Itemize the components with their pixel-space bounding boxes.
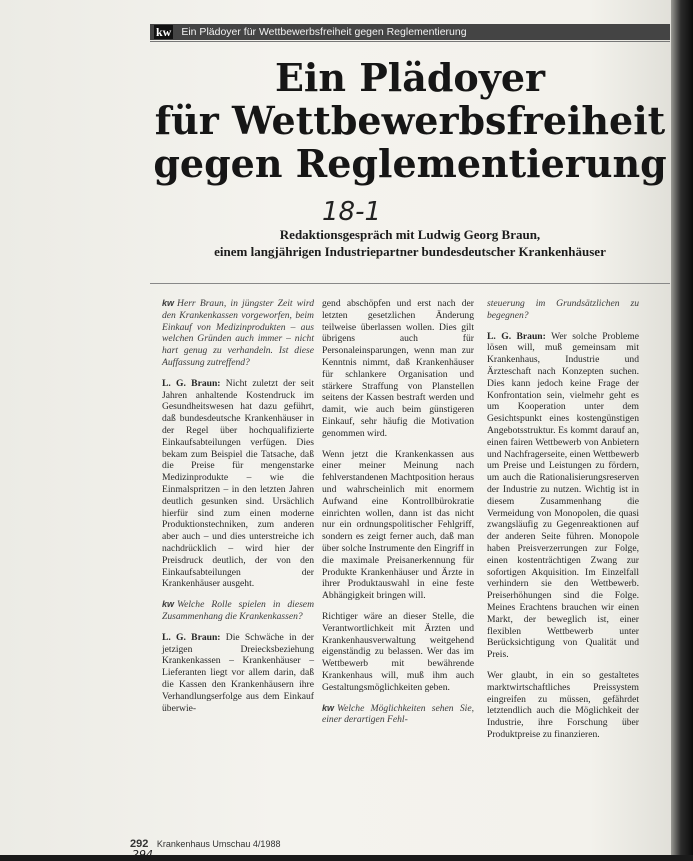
question-3-continued: steuerung im Grundsätzlichen zu begegnen?: [487, 298, 639, 321]
article-subtitle: [150, 226, 670, 260]
text-column-1: [162, 298, 314, 723]
title-line-2: für Wettbewerbsfreiheit: [154, 98, 666, 143]
paragraph: gend abschöpfen und erst nach der letzten gesetzlichen Änderung teilweise überlassen wollen. Dies gilt übrigens auch für Personaleinsparungen, wenn man zur Kenntnis nimmt, daß Krankenhäuser für schlankere Organisation und stärkere Straffung von Planstellen seitens der Kassen bestraft werden und damit, wie auch beim günstigeren Einkauf, sehr häufig die Motivation genommen wird.: [322, 298, 474, 439]
answer-1-text: Nicht zuletzt der seit Jahren anhaltende Kostendruck im Gesundheitswesen hat dazu geführt, daß bundesdeutsche Krankenhäuser in der Regel über hochqualifizierte Einkaufsabteilungen verfügen. Dies bekam zum Beispiel die Tatsache, daß die Preise für mengenstarke Medizinprodukte – wie die Einmalspritzen – in den letzten Jahren deutlich gesunken sind. Ursächlich hierfür sind zum einen moderne Produktionstechniken, zum anderen aber auch – und dies unterstreiche ich nachdrücklich – wird hier der Preisdruck deutlich, der von den Einkaufsabteilungen der Krankenhäuser ausgeht.: [162, 377, 314, 590]
text-column-2: [322, 298, 474, 735]
subtitle-line-2: einem langjährigen Industriepartner bundesdeutscher Krankenhäuser: [214, 244, 606, 259]
question-mark-logo: kw: [162, 298, 175, 308]
running-header: [150, 24, 670, 40]
question-2-text: Welche Rolle spielen in diesem Zusammenhang die Krankenkassen?: [162, 599, 314, 622]
answer-2-text: Die Schwäche in der jetzigen Dreiecksbeziehung Krankenkassen – Krankenhäuser – Lieferanten liegt vor allem darin, daß die Kassen den Krankenhäusern ihre Verhandlungserfolge aus dem Einkauf überwie-: [162, 631, 314, 714]
scan-edge-right: [671, 0, 693, 861]
question-1-text: Herr Braun, in jüngster Zeit wird den Krankenkassen vorgeworfen, beim Einkauf von Medizinprodukten – aus welchen Gründen auch immer – nicht hart genug zu verhandeln. Ist diese Auffassung zutreffend?: [162, 298, 314, 368]
question-3: [322, 703, 474, 727]
title-line-1: Ein Plädoyer: [274, 55, 546, 100]
header-rule: [150, 41, 670, 42]
paragraph: Wer glaubt, in ein so gestaltetes marktwirtschaftliches Preissystem eingreifen zu müssen, gefährdet letztendlich auch die Möglichkeit der Industrie, ihre Forschung über Produktpreise zu finanzieren.: [487, 669, 639, 740]
question-mark-logo: kw: [322, 702, 335, 713]
scan-edge-bottom: [0, 855, 693, 861]
speaker-label: L. G. Braun:: [162, 377, 221, 389]
paragraph: Wenn jetzt die Krankenkassen aus einer meiner Meinung nach fehlverstandenen Machtposition heraus und wahrscheinlich mit enormem Aufwand eine Kontrollbürokratie einrichten wollen, dann ist das nicht nur ein ordnungspolitischer Fehlgriff, sondern es zeigt ferner auch, daß man über solche Instrumente den Eingriff in die maximale Preisanerkennung für Produkte Krankenhäuser und Ärzte in ihrer Produktauswahl in eine feste Abhängigkeit bringen will.: [322, 448, 474, 602]
question-2: [162, 599, 314, 623]
answer-1: [162, 378, 314, 590]
answer-3-text: Wer solche Probleme lösen will, muß gemeinsam mit Krankenhaus, Industrie und Ärzteschaft nach Konzepten suchen. Dies kann jedoch keine Frage der Konfrontation sein, vielmehr geht es um Kooperation unter dem Gesichtspunkt eines kostengünstigen Angebotsstruktur. Es kommt darauf an, einen fairen Wettbewerb von Anbietern und Nachfragerseite, einen Wettbewerb um Preise und Leistungen zu fördern, um auch die Rationalisierungsreserven der Industrie zu nutzen. Wichtig ist in diesem Zusammenhang die Vermeidung von Monopolen, die quasi zwangsläufig zu Gegenreaktionen auf der anderen Seite führen. Monopole haben Preisverzerrungen zur Folge, einen kostenträchtigen Zwang zur sofortigen Akquisition. Im Einzelfall verhindern sie den Wettbewerb. Preiserhöhungen sind die Folge. Meines Erachtens brauchen wir einen Markt, der beweglich ist, einer flexiblen Wettbewerb unter Berücksichtigung von Qualität und Preis.: [487, 330, 639, 661]
answer-3: [487, 331, 639, 661]
text-column-3: [487, 298, 639, 750]
separator-rule: [150, 283, 670, 284]
speaker-label: L. G. Braun:: [487, 330, 546, 342]
article-title: [150, 56, 670, 185]
handwritten-annotation: 18-1: [322, 197, 382, 227]
running-header-title: Ein Plädoyer für Wettbewerbsfreiheit gegen Reglementierung: [181, 26, 467, 38]
footer-imprint: Krankenhaus Umschau 4/1988: [156, 839, 281, 849]
question-3-text: Welche Möglichkeiten sehen Sie, einer derartigen Fehl-: [322, 702, 474, 726]
question-mark-logo: kw: [162, 599, 175, 610]
paragraph: Richtiger wäre an dieser Stelle, die Verantwortlichkeit mit Ärzten und Krankenhausverwaltung weitgehend eigenständig zu belassen. Wer das im Wettbewerb mit bewährende Krankenhaus will, muß ihm auch Gestaltungsmöglichkeiten geben.: [322, 610, 474, 693]
subtitle-line-1: Redaktionsgespräch mit Ludwig Georg Braun,: [279, 227, 541, 242]
question-1: [162, 298, 314, 369]
answer-2: [162, 632, 314, 715]
page-number: 292: [130, 838, 149, 850]
magazine-logo: kw: [156, 25, 172, 39]
title-line-3: gegen Reglementierung: [153, 141, 667, 186]
speaker-label: L. G. Braun:: [162, 631, 221, 643]
